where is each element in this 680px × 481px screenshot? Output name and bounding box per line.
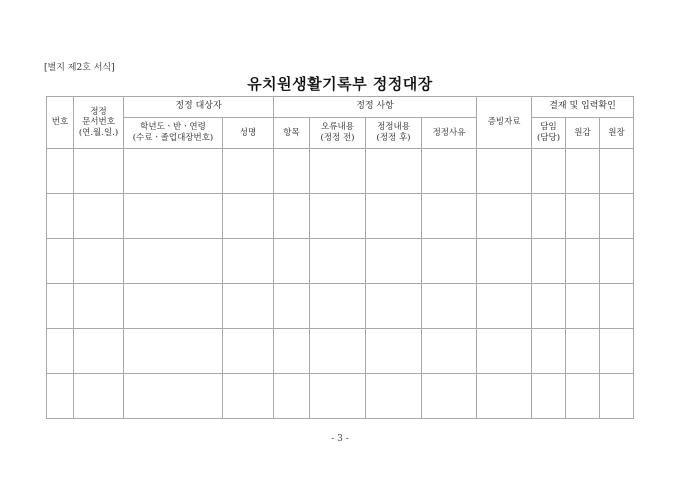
document-title: 유치원생활기록부 정정대장	[247, 75, 433, 93]
header-evidence: 증빙자료	[477, 97, 532, 149]
table-cell[interactable]	[223, 194, 274, 239]
table-cell[interactable]	[532, 284, 566, 329]
table-cell[interactable]	[124, 374, 223, 419]
table-cell[interactable]	[477, 194, 532, 239]
header-row-sub	[47, 118, 634, 149]
header-doc-number	[74, 97, 124, 149]
table-cell[interactable]	[47, 194, 74, 239]
header-grade-line2: (수료ㆍ졸업대장번호)	[132, 133, 214, 143]
table-cell[interactable]	[366, 149, 422, 194]
table-cell[interactable]	[310, 149, 366, 194]
table-cell[interactable]	[600, 329, 634, 374]
table-cell[interactable]	[223, 329, 274, 374]
table-cell[interactable]	[477, 374, 532, 419]
table-cell[interactable]	[366, 194, 422, 239]
table-cell[interactable]	[366, 374, 422, 419]
table-cell[interactable]	[47, 239, 74, 284]
table-cell[interactable]	[600, 194, 634, 239]
table-cell[interactable]	[274, 239, 310, 284]
table-row	[47, 239, 634, 284]
header-director: 원장	[600, 118, 634, 149]
table-row	[47, 374, 634, 419]
table-cell[interactable]	[223, 149, 274, 194]
table-cell[interactable]	[47, 284, 74, 329]
table-cell[interactable]	[422, 239, 477, 284]
table-row	[47, 149, 634, 194]
table-cell[interactable]	[532, 194, 566, 239]
table-cell[interactable]	[274, 149, 310, 194]
header-error-line1: 오류내용	[321, 122, 354, 133]
header-doc-number-line2: 문서번호	[82, 117, 115, 128]
table-row	[47, 194, 634, 239]
table-cell[interactable]	[566, 284, 600, 329]
page-number: - 3 -	[331, 434, 349, 444]
table-cell[interactable]	[566, 329, 600, 374]
header-staff	[532, 118, 566, 149]
table-cell[interactable]	[274, 374, 310, 419]
table-cell[interactable]	[566, 374, 600, 419]
table-cell[interactable]	[124, 329, 223, 374]
table-cell[interactable]	[422, 194, 477, 239]
table-cell[interactable]	[477, 149, 532, 194]
table-cell[interactable]	[366, 329, 422, 374]
table-cell[interactable]	[74, 284, 124, 329]
table-cell[interactable]	[310, 329, 366, 374]
table-cell[interactable]	[124, 239, 223, 284]
table-cell[interactable]	[566, 149, 600, 194]
table-cell[interactable]	[422, 329, 477, 374]
header-target-group: 정정 대상자	[124, 97, 274, 118]
header-corrected-line1: 정정내용	[377, 122, 410, 133]
header-row-top	[47, 97, 634, 118]
header-corrected	[366, 118, 422, 149]
header-detail-group: 정정 사항	[274, 97, 477, 118]
header-vice-director: 원감	[566, 118, 600, 149]
table-cell[interactable]	[74, 239, 124, 284]
table-cell[interactable]	[532, 239, 566, 284]
table-cell[interactable]	[74, 329, 124, 374]
header-doc-number-line1: 정정	[90, 106, 107, 117]
table-cell[interactable]	[310, 194, 366, 239]
table-cell[interactable]	[124, 194, 223, 239]
table-cell[interactable]	[366, 284, 422, 329]
table-cell[interactable]	[477, 329, 532, 374]
table-cell[interactable]	[600, 284, 634, 329]
header-item: 항목	[274, 118, 310, 149]
table-cell[interactable]	[477, 239, 532, 284]
header-reason: 정정사유	[422, 118, 477, 149]
table-cell[interactable]	[47, 374, 74, 419]
header-doc-number-line3: (연.월.일.)	[78, 127, 119, 138]
table-row	[47, 329, 634, 374]
table-cell[interactable]	[274, 329, 310, 374]
table-cell[interactable]	[223, 374, 274, 419]
table-cell[interactable]	[600, 239, 634, 284]
table-row	[47, 284, 634, 329]
table-cell[interactable]	[223, 239, 274, 284]
table-cell[interactable]	[74, 149, 124, 194]
table-cell[interactable]	[274, 284, 310, 329]
table-cell[interactable]	[566, 239, 600, 284]
header-grade-line1: 학년도ㆍ반ㆍ연령	[140, 122, 206, 133]
register-body	[47, 149, 634, 419]
table-cell[interactable]	[124, 284, 223, 329]
table-cell[interactable]	[532, 149, 566, 194]
table-cell[interactable]	[422, 149, 477, 194]
table-cell[interactable]	[566, 194, 600, 239]
table-cell[interactable]	[366, 239, 422, 284]
form-reference: [별지 제2호 서식]	[44, 63, 115, 73]
table-cell[interactable]	[532, 374, 566, 419]
table-cell[interactable]	[532, 329, 566, 374]
table-cell[interactable]	[223, 284, 274, 329]
table-cell[interactable]	[310, 239, 366, 284]
correction-register-table	[46, 96, 634, 419]
table-cell[interactable]	[47, 149, 74, 194]
table-cell[interactable]	[600, 374, 634, 419]
table-cell[interactable]	[47, 329, 74, 374]
header-number: 번호	[47, 97, 74, 149]
table-cell[interactable]	[274, 194, 310, 239]
table-cell[interactable]	[422, 284, 477, 329]
table-cell[interactable]	[74, 374, 124, 419]
table-cell[interactable]	[124, 149, 223, 194]
table-cell[interactable]	[74, 194, 124, 239]
table-cell[interactable]	[310, 284, 366, 329]
header-staff-line1: 담임	[540, 122, 557, 133]
header-staff-line2: (담당)	[536, 133, 561, 143]
table-cell[interactable]	[477, 284, 532, 329]
header-error-line2: (정정 전)	[320, 133, 355, 143]
header-approval-group: 결재 및 입력확인	[532, 97, 634, 118]
table-cell[interactable]	[310, 374, 366, 419]
header-name: 성명	[223, 118, 274, 149]
header-error	[310, 118, 366, 149]
header-corrected-line2: (정정 후)	[376, 133, 411, 143]
table-cell[interactable]	[422, 374, 477, 419]
table-cell[interactable]	[600, 149, 634, 194]
header-grade	[124, 118, 223, 149]
